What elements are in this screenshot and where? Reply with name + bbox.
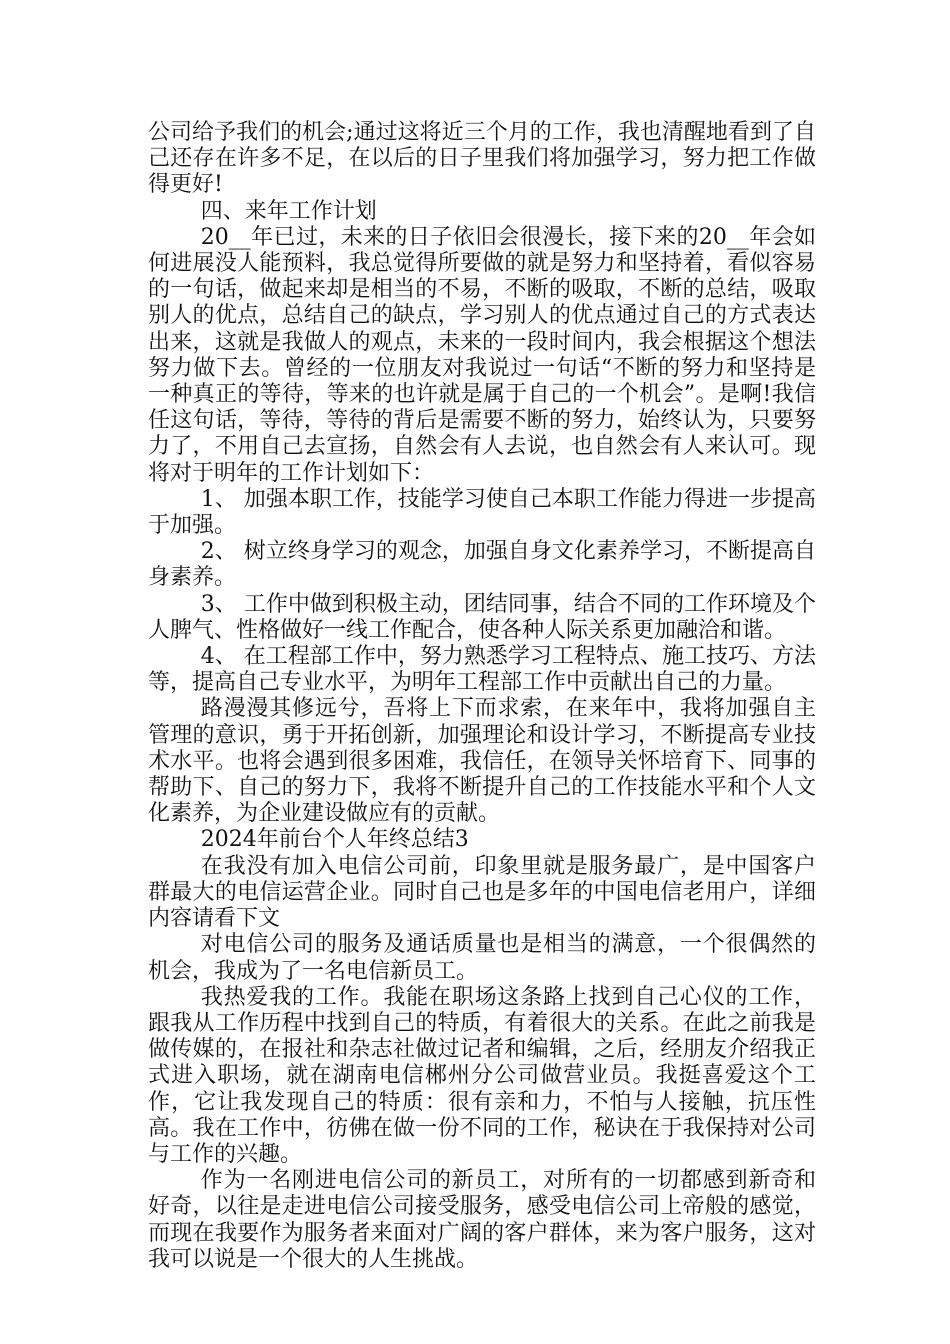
paragraph-closing: 路漫漫其修远兮，吾将上下而求索，在来年中，我将加强自主管理的意识，勇于开拓创新，加强理论和设计学习，不断提高专业技术水平。也将会遇到很多困难，我信任，在领导关怀培育下、同事的帮助下、自己的努力下，我将不断提升自己的工作技能水平和个人文化素养，为企业建设做应有的贡献。: [148, 696, 816, 827]
section-heading-summary-3: 2024年前台个人年终总结3: [200, 827, 469, 853]
paragraph-telecom-intro: 在我没有加入电信公司前，印象里就是服务最广，是中国客户群最大的电信运营企业。同时自己也是多年的中国电信老用户，详细内容请看下文: [148, 853, 816, 932]
document-page: [148, 120, 816, 1273]
paragraph-plan-overview: 20__年已过，未来的日子依旧会很漫长，接下来的20__年会如何进展没人能预料，我总觉得所要做的就是努力和坚持着，看似容易的一句话，做起来却是相当的不易，不断的吸取，不断的总结，吸取别人的优点，总结自己的缺点，学习别人的优点通过自己的方式表达出来，这就是我做人的观点，未来的一段时间内，我会根据这个想法努力做下去。曾经的一位朋友对我说过一句话“不断的努力和坚持是一种真正的等待，等来的也许就是属于自己的一个机会”。是啊!我信任这句话，等待，等待的背后是需要不断的努力，始终认为，只要努力了，不用自己去宣扬，自然会有人去说，也自然会有人来认可。现将对于明年的工作计划如下：: [148, 224, 816, 486]
paragraph-new-employee: 作为一名刚进电信公司的新员工，对所有的一切都感到新奇和好奇，以往是走进电信公司接受服务，感受电信公司上帝般的感觉，而现在我要作为服务者来面对广阔的客户群体，来为客户服务，这对我可以说是一个很大的人生挑战。: [148, 1168, 816, 1272]
paragraph-love-work: 我热爱我的工作。我能在职场这条路上找到自己心仪的工作，跟我从工作历程中找到自己的特质，有着很大的关系。在此之前我是做传媒的，在报社和杂志社做过记者和编辑，之后，经朋友介绍我正式进入职场，就在湖南电信郴州分公司做营业员。我挺喜爱这个工作，它让我发现自己的特质：很有亲和力，不怕与人接触，抗压性高。我在工作中，彷佛在做一份不同的工作，秘诀在于我保持对公司与工作的兴趣。: [148, 984, 816, 1167]
section-heading-plan: 四、来年工作计划: [200, 198, 377, 224]
paragraph-telecom-satisfaction: 对电信公司的服务及通话质量也是相当的满意，一个很偶然的机会，我成为了一名电信新员工。: [148, 932, 816, 984]
plan-item-2: 2、 树立终身学习的观念，加强自身文化素养学习，不断提高自身素养。: [148, 539, 816, 591]
plan-item-3: 3、 工作中做到积极主动，团结同事，结合不同的工作环境及个人脾气、性格做好一线工作配合，使各种人际关系更加融洽和谐。: [148, 591, 816, 643]
plan-item-4: 4、 在工程部工作中，努力熟悉学习工程特点、施工技巧、方法等，提高自己专业水平，为明年工程部工作中贡献出自己的力量。: [148, 644, 816, 696]
plan-item-1: 1、 加强本职工作，技能学习使自己本职工作能力得进一步提高于加强。: [148, 486, 816, 539]
paragraph-intro: 公司给予我们的机会;通过这将近三个月的工作，我也清醒地看到了自己还存在许多不足，在以后的日子里我们将加强学习，努力把工作做得更好!: [148, 120, 816, 198]
